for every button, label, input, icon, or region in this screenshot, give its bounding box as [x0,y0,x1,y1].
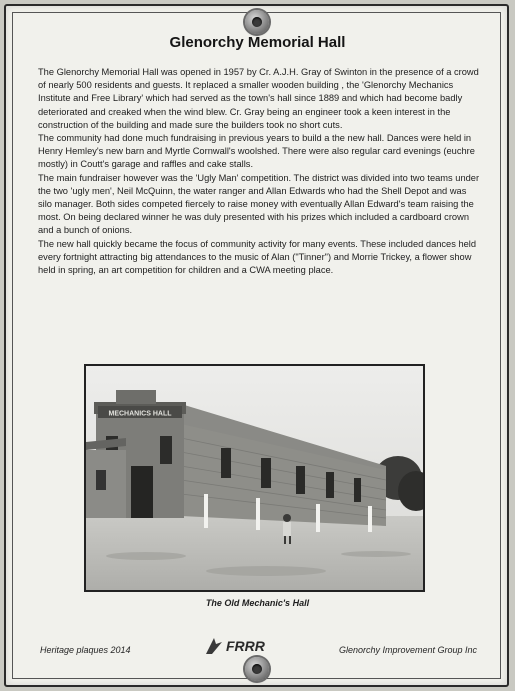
bottom-screw-icon [245,657,269,681]
photo-sign-text: MECHANICS HALL [108,410,172,418]
photo-caption: The Old Mechanic's Hall [205,598,310,608]
mechanics-hall-photo [86,366,423,590]
frrr-logo-text: FRRR [226,638,265,654]
top-screw-icon [245,10,269,34]
footer-heritage-label: Heritage plaques 2014 [40,645,131,655]
plaque-body [38,66,481,277]
historic-photo [84,364,425,592]
footer-group-name: Glenorchy Improvement Group Inc [338,645,477,655]
frrr-logo-icon [204,636,224,656]
frrr-logo [204,634,265,658]
paragraph-ugly-man: The main fundraiser however was the 'Ugly Man' competition. The district was divided into two teams under the two 'ugly men', Neil McQuinn, the water ranger and Allan Edwards who had the Shell Depot and was silo manager. Both sides competed fiercely to raise money with eventually Allan Edward's team raising the most. On being declared winner he was duly presented with his prizes which included a cardboard crown and a bunch of onions. [38,172,480,236]
paragraph-community: The new hall quickly became the focus of community activity for many events. These included dances held every fortnight attracting big attendances to the music of Alan ("Tinner") and Morrie Trickey, a flower show held in spring, an art competition for children and a CWA meeting place. [38,238,477,276]
paragraph-fundraising: The community had done much fundraising in previous years to build a the new hall. Dances were held in Henry Hemley's new barn and Myrtle Cornwall's woolshed. There were also regular card evenings (euchre mostly) in Coutt's garage and raffles and cake stalls. [38,133,475,170]
paragraph-opening: The Glenorchy Memorial Hall was opened in 1957 by Cr. A.J.H. Gray of Swinton in the presence of a crowd of nearly 500 residents and guests. It replaced a smaller wooden building , the 'Glenorchy Mechanics Institute and Free Library' which had served as the town's hall since 1889 and which had become badly deteriorated and creaked when the wind blew. Cr. Gray being an engineer took a keen interest in the construction of the building and made sure the builders took no short cuts. [38,67,479,130]
plaque-title: Glenorchy Memorial Hall [169,34,346,51]
